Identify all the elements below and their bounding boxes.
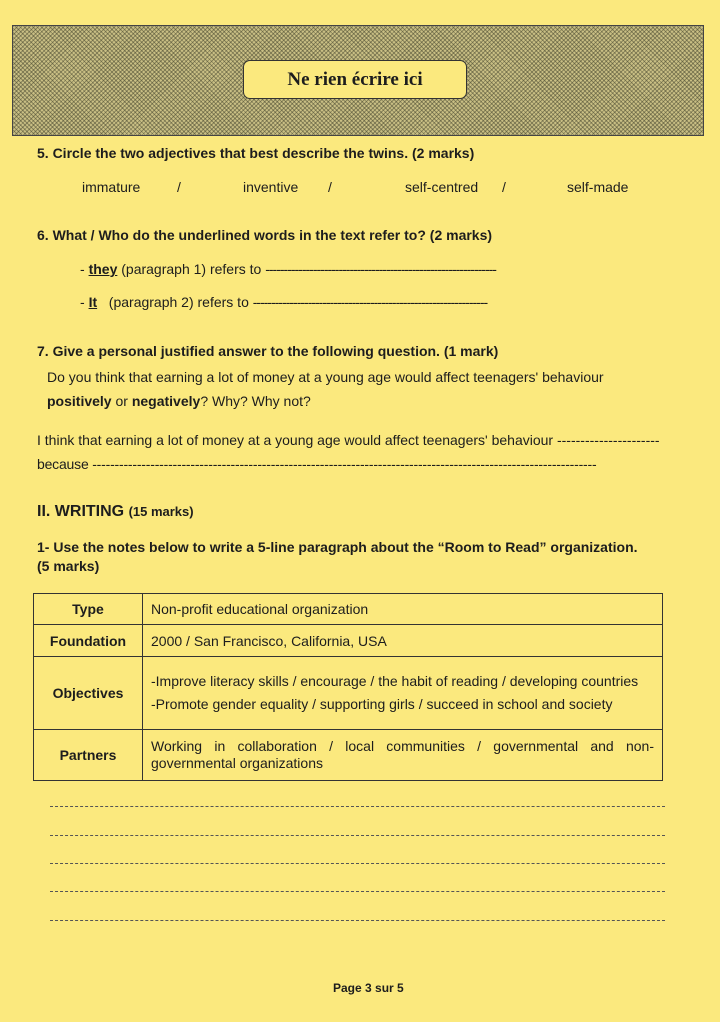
answer-line[interactable]: --------------------------------------------------------------- xyxy=(265,261,496,277)
objective: -Improve literacy skills / encourage / the habit of reading / developing countries xyxy=(151,673,639,689)
row-value: Working in collaboration / local communities / governmental and non-governmental organizations xyxy=(143,730,663,781)
writing-line[interactable] xyxy=(50,835,665,836)
emph: positively xyxy=(47,393,112,409)
notes-table xyxy=(33,593,663,781)
row-label: Objectives xyxy=(34,657,143,730)
writing-line[interactable] xyxy=(50,891,665,892)
row-label: Partners xyxy=(34,730,143,781)
answer-line[interactable]: ---------------------------------------------------------------- xyxy=(252,294,488,310)
heading-text: II. WRITING xyxy=(37,503,125,520)
row-value: 2000 / San Francisco, California, USA xyxy=(143,625,663,657)
page-number: Page 3 sur 5 xyxy=(333,981,404,995)
emph: negatively xyxy=(131,393,201,409)
row-value: Non-profit educational organization xyxy=(143,594,663,625)
item-text: (paragraph 1) refers to xyxy=(117,261,266,277)
question-5-title: 5. Circle the two adjectives that best describe the twins. (2 marks) xyxy=(37,145,475,161)
table-row xyxy=(34,730,663,781)
writing-line[interactable] xyxy=(50,806,665,807)
separator: / xyxy=(328,179,332,195)
objective: -Promote gender equality / supporting girls / succeed in school and society xyxy=(151,696,613,712)
writing-task-1: 1- Use the notes below to write a 5-line paragraph about the “Room to Read” organization. xyxy=(37,539,638,555)
option-inventive[interactable]: inventive xyxy=(243,179,299,195)
row-label: Foundation xyxy=(34,625,143,657)
writing-line[interactable] xyxy=(50,920,665,921)
t: ? Why? Why not? xyxy=(200,393,311,409)
question-7-title: 7. Give a personal justified answer to the following question. (1 mark) xyxy=(37,343,499,359)
underlined-word: It xyxy=(88,294,98,310)
option-immature[interactable]: immature xyxy=(82,179,141,195)
item-text: (paragraph 2) refers to xyxy=(97,294,253,310)
question-7-text-2 xyxy=(47,393,311,409)
underlined-word: they xyxy=(88,261,118,277)
q6-item-they: - they (paragraph 1) refers to --------------------------------------------------------------- xyxy=(80,261,496,277)
table-row xyxy=(34,625,663,657)
question-7-text: Do you think that earning a lot of money at a young age would affect teenagers' behaviour xyxy=(47,369,604,385)
table-row xyxy=(34,657,663,730)
option-self-centred[interactable]: self-centred xyxy=(405,179,479,195)
table-row xyxy=(34,594,663,625)
option-self-made[interactable]: self-made xyxy=(567,179,629,195)
section-heading xyxy=(37,503,194,521)
question-6-title: 6. What / Who do the underlined words in the text refer to? (2 marks) xyxy=(37,227,493,243)
writing-line[interactable] xyxy=(50,863,665,864)
answer-line-1[interactable]: I think that earning a lot of money at a young age would affect teenagers' behaviour ---------------------- xyxy=(37,432,660,448)
do-not-write-label: Ne rien écrire ici xyxy=(243,60,467,99)
q6-item-it: - It (paragraph 2) refers to ---------------------------------------------------------------- xyxy=(80,294,488,310)
separator: / xyxy=(177,179,181,195)
t: or xyxy=(111,393,132,409)
row-value xyxy=(143,657,663,730)
heading-marks: (15 marks) xyxy=(128,504,194,519)
separator: / xyxy=(502,179,506,195)
answer-line-2[interactable]: because ----------------------------------------------------------------------------------------------------------------- xyxy=(37,456,597,472)
writing-task-1-marks: (5 marks) xyxy=(37,558,100,574)
row-label: Type xyxy=(34,594,143,625)
